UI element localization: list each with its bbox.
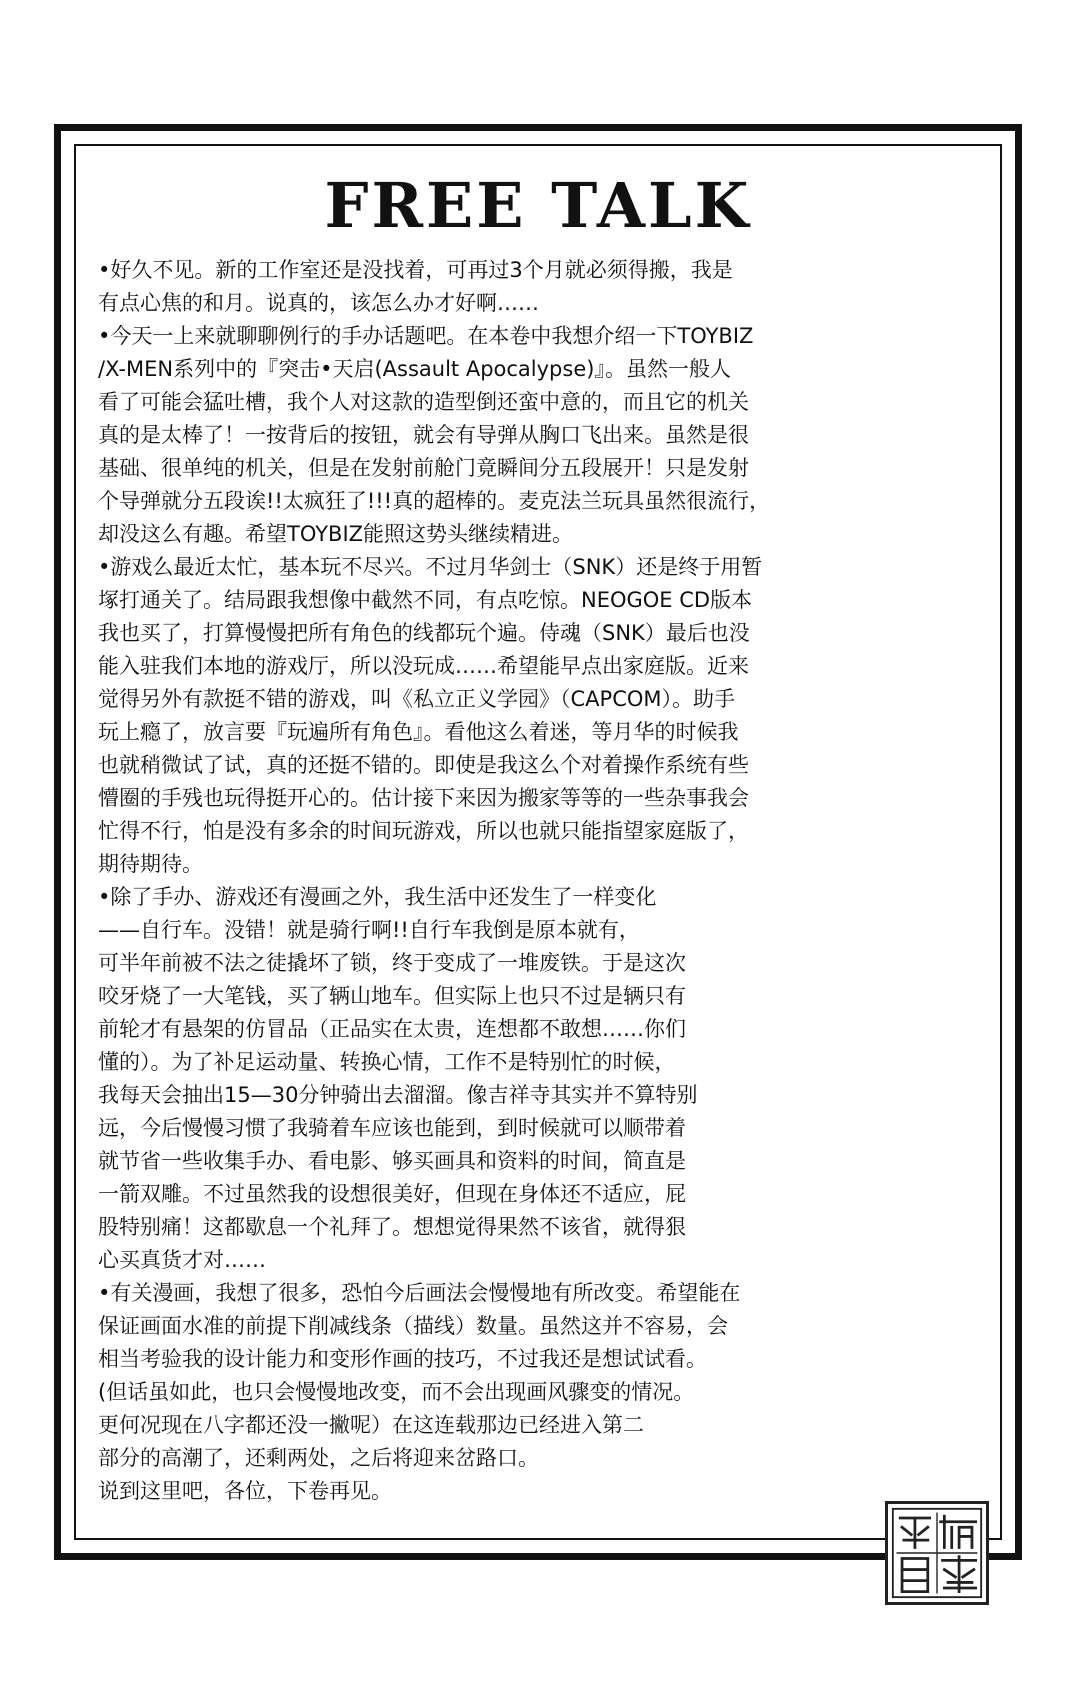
text-line: 一箭双雕。不过虽然我的设想很美好，但现在身体还不适应，屁 bbox=[98, 1182, 686, 1206]
text-line: 忙得不行，怕是没有多余的时间玩游戏，所以也就只能指望家庭版了， bbox=[98, 819, 749, 843]
text-line: •好久不见。新的工作室还是没找着，可再过3个月就必须得搬，我是 bbox=[98, 258, 733, 282]
paragraph-4 bbox=[98, 881, 994, 1277]
text-line: 懂的）。为了补足运动量、转换心情，工作不是特别忙的时候， bbox=[98, 1050, 676, 1074]
text-line: 更何况现在八字都还没一撇呢）在这连载那边已经进入第二 bbox=[98, 1413, 644, 1437]
text-line: 股特别痛！这都歇息一个礼拜了。想想觉得果然不该省，就得狠 bbox=[98, 1215, 686, 1239]
text-line: •游戏么最近太忙，基本玩不尽兴。不过月华剑士（SNK）还是终于用暂 bbox=[98, 555, 763, 579]
text-line: 玩上瘾了，放言要『玩遍所有角色』。看他这么着迷，等月华的时候我 bbox=[98, 720, 739, 744]
text-line: 说到这里吧，各位，下卷再见。 bbox=[98, 1479, 392, 1503]
text-line: 我也买了，打算慢慢把所有角色的线都玩个遍。侍魂（SNK）最后也没 bbox=[98, 621, 750, 645]
author-seal-stamp bbox=[885, 1501, 989, 1605]
seal-graphic bbox=[891, 1507, 983, 1599]
page-frame-inner bbox=[74, 144, 1002, 1540]
text-line: 心买真货才对…… bbox=[98, 1248, 266, 1272]
text-line: 懵圈的手残也玩得挺开心的。估计接下来因为搬家等等的一些杂事我会 bbox=[98, 786, 749, 810]
text-line: 保证画面水准的前提下削减线条（描线）数量。虽然这并不容易，会 bbox=[98, 1314, 728, 1338]
text-line: •今天一上来就聊聊例行的手办话题吧。在本卷中我想介绍一下TOYBIZ bbox=[98, 324, 754, 348]
text-line: 能入驻我们本地的游戏厅，所以没玩成……希望能早点出家庭版。近来 bbox=[98, 654, 749, 678]
text-line: (但话虽如此，也只会慢慢地改变，而不会出现画风骤变的情况。 bbox=[98, 1380, 695, 1404]
paragraph-1 bbox=[98, 254, 994, 320]
text-line: 也就稍微试了试，真的还挺不错的。即使是我这么个对着操作系统有些 bbox=[98, 753, 749, 777]
text-line: 觉得另外有款挺不错的游戏，叫《私立正义学园》（CAPCOM）。助手 bbox=[98, 687, 736, 711]
text-line: 真的是太棒了！一按背后的按钮，就会有导弹从胸口飞出来。虽然是很 bbox=[98, 423, 749, 447]
text-line: 看了可能会猛吐槽，我个人对这款的造型倒还蛮中意的，而且它的机关 bbox=[98, 390, 749, 414]
text-line: ——自行车。没错！就是骑行啊!!自行车我倒是原本就有， bbox=[98, 918, 640, 942]
text-line: 我每天会抽出15—30分钟骑出去溜溜。像吉祥寺其实并不算特别 bbox=[98, 1083, 698, 1107]
text-line: •除了手办、游戏还有漫画之外，我生活中还发生了一样变化 bbox=[98, 885, 657, 909]
body-text bbox=[98, 254, 994, 1508]
text-line: 就节省一些收集手办、看电影、够买画具和资料的时间，简直是 bbox=[98, 1149, 686, 1173]
text-line: 部分的高潮了，还剩两处，之后将迎来岔路口。 bbox=[98, 1446, 539, 1470]
text-line: 咬牙烧了一大笔钱，买了辆山地车。但实际上也只不过是辆只有 bbox=[98, 984, 686, 1008]
text-line: 前轮才有悬架的仿冒品（正品实在太贵，连想都不敢想……你们 bbox=[98, 1017, 686, 1041]
text-line: 却没这么有趣。希望TOYBIZ能照这势头继续精进。 bbox=[98, 522, 574, 546]
page-title: FREE TALK bbox=[324, 169, 752, 242]
text-line: /X-MEN系列中的『突击•天启(Assault Apocalypse)』。虽然一般人 bbox=[98, 357, 731, 381]
text-line: 远，今后慢慢习惯了我骑着车应该也能到，到时候就可以顺带着 bbox=[98, 1116, 686, 1140]
text-line: 期待期待。 bbox=[98, 852, 203, 876]
paragraph-5 bbox=[98, 1277, 994, 1508]
text-line: 个导弹就分五段诶!!太疯狂了!!!真的超棒的。麦克法兰玩具虽然很流行， bbox=[98, 489, 771, 513]
text-line: •有关漫画，我想了很多，恐怕今后画法会慢慢地有所改变。希望能在 bbox=[98, 1281, 741, 1305]
text-line: 基础、很单纯的机关，但是在发射前舱门竟瞬间分五段展开！只是发射 bbox=[98, 456, 749, 480]
text-line: 相当考验我的设计能力和变形作画的技巧，不过我还是想试试看。 bbox=[98, 1347, 707, 1371]
text-line: 塚打通关了。结局跟我想像中截然不同，有点吃惊。NEOGOE CD版本 bbox=[98, 588, 753, 612]
paragraph-3 bbox=[98, 551, 994, 881]
text-line: 可半年前被不法之徒撬坏了锁，终于变成了一堆废铁。于是这次 bbox=[98, 951, 686, 975]
page-frame-outer bbox=[54, 124, 1022, 1560]
paragraph-2 bbox=[98, 320, 994, 551]
text-line: 有点心焦的和月。说真的，该怎么办才好啊…… bbox=[98, 291, 539, 315]
